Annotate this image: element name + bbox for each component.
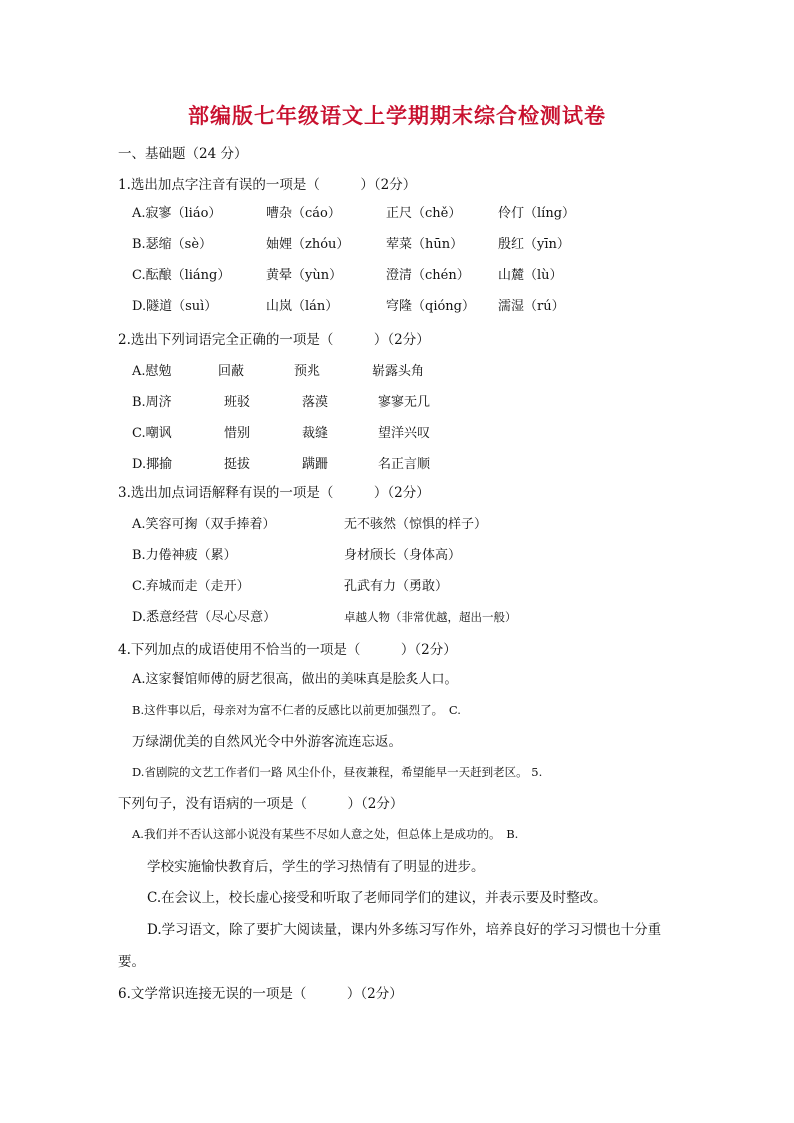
option-cell: 身材颀长（身体高）	[344, 548, 462, 563]
question-3-option-a	[132, 518, 732, 534]
option-cell: 蹒跚	[302, 457, 329, 472]
question-1-option-a	[132, 207, 732, 223]
question-3-option-c	[132, 580, 732, 596]
question-4-option-b: B.这件事以后，母亲对为富不仁者的反感比以前更加强烈了。 C.	[132, 703, 461, 717]
option-cell: 妯娌（zhóu）	[266, 237, 350, 252]
option-cell: 望洋兴叹	[378, 426, 431, 441]
option-cell: 孔武有力（勇敢）	[344, 579, 449, 594]
question-5-option-a: A.我们并不否认这部小说没有某些不尽如人意之处，但总体上是成功的。 B.	[132, 827, 519, 841]
question-4-option-c: 万绿湖优美的自然风光令中外游客流连忘返。	[132, 734, 402, 750]
question-4-option-d: D.省剧院的文艺工作者们一路 风尘仆仆，昼夜兼程，希望能早一天赶到老区。 5.	[132, 765, 543, 779]
question-2-option-a	[132, 365, 732, 381]
question-5-option-b: 学校实施愉快教育后，学生的学习热情有了明显的进步。	[147, 859, 485, 875]
option-cell: C.嘲讽	[132, 426, 172, 441]
option-cell: 殷红（yīn）	[498, 237, 570, 252]
question-1-option-c	[132, 269, 732, 285]
question-2-option-c	[132, 427, 732, 443]
option-cell: 落漠	[302, 395, 329, 410]
question-4-stem: 4.下列加点的成语使用不恰当的一项是（ ）（2分）	[118, 642, 457, 658]
option-cell: D.隧道（suì）	[132, 299, 218, 314]
option-cell: A.寂寥（liáo）	[132, 206, 222, 221]
question-4-option-a: A.这家餐馆师傅的厨艺很高，做出的美味真是脍炙人口。	[132, 672, 458, 687]
option-cell: A.慰勉	[132, 364, 172, 379]
option-cell: 卓越人物（非常优越，超出一般）	[344, 610, 517, 624]
option-cell: 穹隆（qióng）	[386, 299, 476, 314]
option-cell: 濡湿（rú）	[498, 299, 565, 314]
question-2-stem: 2.选出下列词语完全正确的一项是（ ）（2分）	[118, 332, 430, 348]
option-cell: 澄清（chén）	[386, 268, 470, 283]
option-cell: 回蔽	[218, 364, 245, 379]
question-3-stem: 3.选出加点词语解释有误的一项是（ ）（2分）	[118, 485, 430, 501]
question-6-stem: 6.文学常识连接无误的一项是（ ）（2分）	[118, 986, 403, 1002]
option-cell: 名正言顺	[378, 457, 431, 472]
option-cell: 无不骇然（惊惧的样子）	[344, 517, 488, 532]
option-cell: 预兆	[294, 364, 321, 379]
question-5-option-d-continued: 要。	[118, 954, 145, 970]
question-5-stem: 下列句子，没有语病的一项是（ ）（2分）	[118, 796, 404, 812]
question-2-option-d	[132, 458, 732, 474]
option-cell: 伶仃（líng）	[498, 206, 576, 221]
question-5-option-c: C.在会议上，校长虚心接受和听取了老师同学们的建议，并表示要及时整改。	[147, 890, 607, 906]
option-cell: 嘈杂（cáo）	[266, 206, 341, 221]
option-cell: C.弃城而走（走开）	[132, 579, 250, 594]
option-cell: D.悉意经营（尽心尽意）	[132, 610, 277, 625]
option-cell: D.揶揄	[132, 457, 173, 472]
question-1-option-d	[132, 300, 732, 316]
option-cell: 荤菜（hūn）	[386, 237, 464, 252]
option-cell: C.酝酿（liáng）	[132, 268, 231, 283]
option-cell: 山麓（lù）	[498, 268, 563, 283]
option-cell: B.瑟缩（sè）	[132, 237, 213, 252]
option-cell: 班驳	[224, 395, 251, 410]
option-cell: 惜别	[224, 426, 251, 441]
question-3-option-d	[132, 611, 732, 627]
option-cell: 挺拔	[224, 457, 251, 472]
option-cell: 寥寥无几	[378, 395, 431, 410]
page-title: 部编版七年级语文上学期期末综合检测试卷	[188, 103, 606, 128]
option-cell: 正尺（chě）	[386, 206, 462, 221]
option-cell: B.力倦神疲（累）	[132, 548, 237, 563]
section-heading: 一、基础题（24 分）	[118, 146, 248, 162]
question-5-option-d: D.学习语文，除了要扩大阅读量，课内外多练习写作外，培养良好的学习习惯也十分重	[147, 922, 662, 938]
option-cell: A.笑容可掬（双手捧着）	[132, 517, 276, 532]
option-cell: B.周济	[132, 395, 172, 410]
question-1-stem: 1.选出加点字注音有误的一项是（ ）（2分）	[118, 177, 417, 193]
question-3-option-b	[132, 549, 732, 565]
question-1-option-b	[132, 238, 732, 254]
question-2-option-b	[132, 396, 732, 412]
option-cell: 黄晕（yùn）	[266, 268, 343, 283]
option-cell: 山岚（lán）	[266, 299, 339, 314]
option-cell: 裁缝	[302, 426, 329, 441]
option-cell: 崭露头角	[372, 364, 425, 379]
